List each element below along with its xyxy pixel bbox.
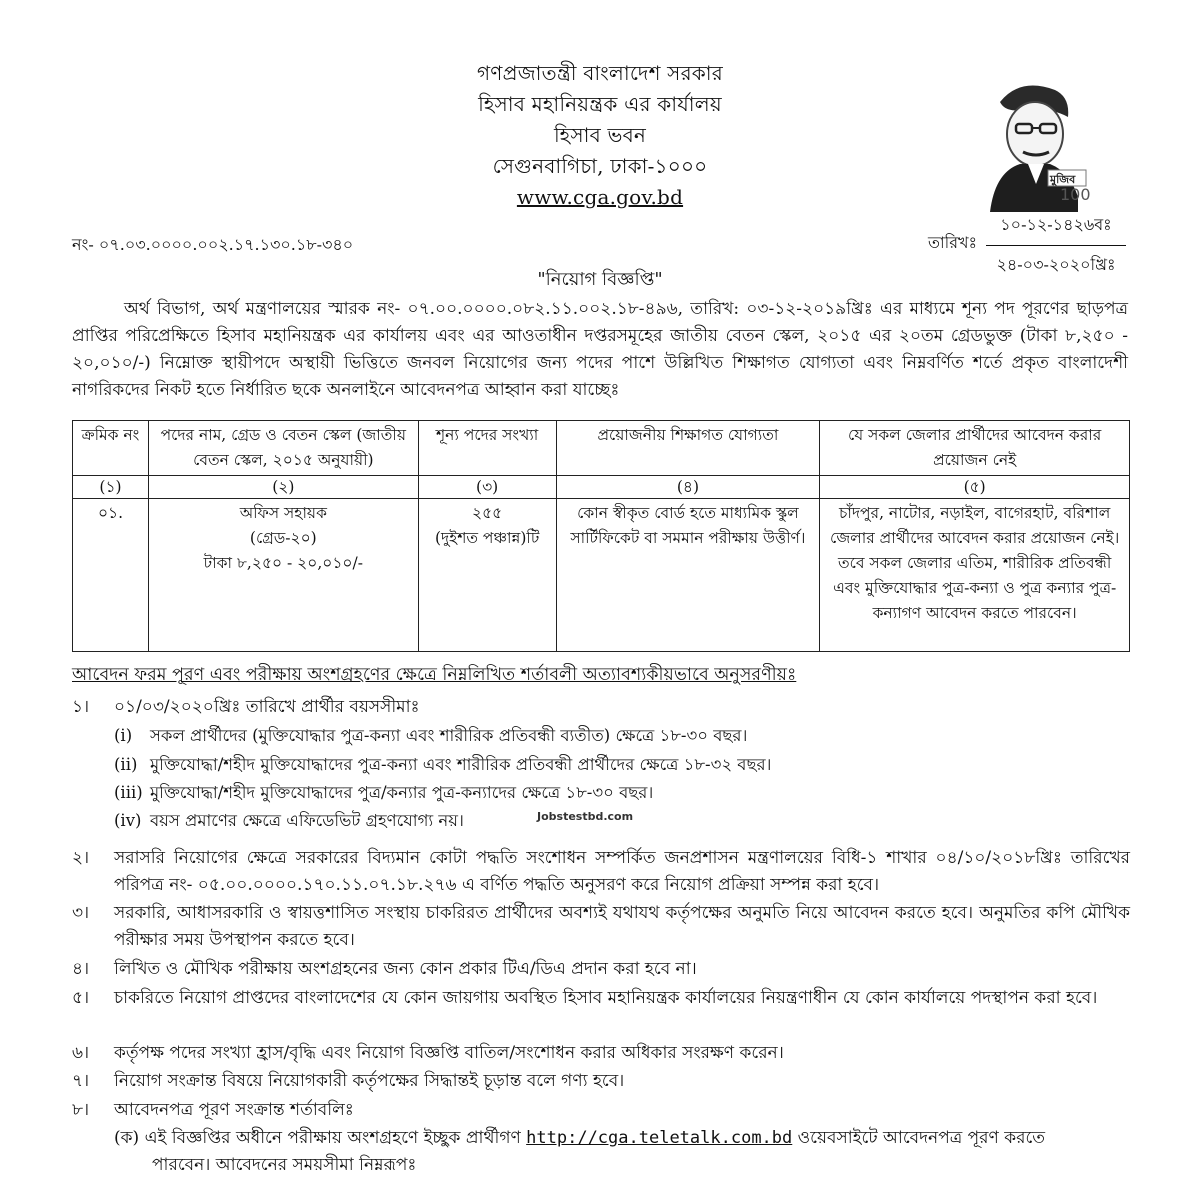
post-scale: টাকা ৮,২৫০ - ২০,০১০/- [203, 554, 363, 572]
age-limit-item: (iii) মুক্তিযোদ্ধা/শহীদ মুক্তিযোদ্ধাদের পুত্র/কন্যার পুত্র-কন্যাদের ক্ষেত্রে ১৮-৩০ বছর। [114, 783, 654, 802]
condition-7-text: নিয়োগ সংক্রান্ত বিষয়ে নিয়োগকারী কর্তৃপক্ষের সিদ্ধান্তই চূড়ান্ত বলে গণ্য হবে। [114, 1071, 625, 1091]
age-limit-item: (iv) বয়স প্রমাণের ক্ষেত্রে এফিডেভিট গ্রহণযোগ্য নয়। [114, 811, 464, 830]
logo-mujib-text: মুজিব [1050, 173, 1076, 186]
col-header-post: পদের নাম, গ্রেড ও বেতন স্কেল (জাতীয় বেতন স্কেল, ২০১৫ অনুযায়ী) [148, 421, 418, 476]
age-limit-item: (ii) মুক্তিযোদ্ধা/শহীদ মুক্তিযোদ্ধাদের পুত্র-কন্যা এবং শারীরিক প্রতিবন্ধী প্রার্থীদের ক্ষেত্রে ১৮-৩২ বছর। [114, 755, 772, 774]
col-header-qualification: প্রয়োজনীয় শিক্ষাগত যোগ্যতা [556, 421, 820, 476]
condition-number: ১। [72, 697, 90, 717]
col-header-serial: ক্রমিক নং [73, 421, 149, 476]
condition-8-text: আবেদনপত্র পূরণ সংক্রান্ত শর্তাবলিঃ [114, 1100, 354, 1120]
post-grade: (গ্রেড-২০) [249, 529, 317, 547]
condition-4-number: ৪। [72, 959, 90, 979]
sub-k-label: (ক) [114, 1128, 140, 1148]
condition-6-text: কর্তৃপক্ষ পদের সংখ্যা হ্রাস/বৃদ্ধি এবং নিয়োগ বিজ্ঞপ্তি বাতিল/সংশোধন করার অধিকার সংরক্ষণ করেন। [114, 1043, 784, 1063]
condition-7-number: ৭। [72, 1071, 90, 1091]
condition-8-sub-k-continued: পারবেন। আবেদনের সময়সীমা নিম্নরূপঃ [152, 1155, 417, 1175]
conditions-heading: আবেদন ফরম পূরণ এবং পরীক্ষায় অংশগ্রহণের ক্ষেত্রে নিম্নলিখিত শর্তাবলী অত্যাবশ্যকীয়ভাবে অনুসরণীয়ঃ [72, 665, 797, 685]
teletalk-link[interactable]: http://cga.teletalk.com.bd [526, 1128, 793, 1148]
col-header-vacancy: শূন্য পদের সংখ্যা [418, 421, 556, 476]
memo-number: নং- ০৭.০৩.০০০০.০০২.১৭.১৩০.১৮-৩৪০ [72, 235, 354, 254]
condition-6-number: ৬। [72, 1043, 90, 1063]
watermark-text: Jobstestbd.com [537, 810, 634, 823]
table-column-number-row [73, 476, 1130, 499]
header-building: হিসাব ভবন [553, 123, 647, 147]
col-number: (৫) [820, 476, 1130, 499]
col-number: (৩) [418, 476, 556, 499]
intro-paragraph: অর্থ বিভাগ, অর্থ মন্ত্রণালয়ের স্মারক নং- ০৭.০০.০০০০.০৮২.১১.০০২.১৮-৪৯৬, তারিখ: ০৩-১২-২০১৯খ্রিঃ এর মাধ্যমে শূন্য পদ পূরণের ছাড়পত্র প্রাপ্তির পরিপ্রেক্ষিতে হিসাব মহানিয়ন্ত্রক এর কার্যালয় এবং এর আওতাধীন দপ্তরসমূহের জাতীয় বেতন স্কেল, ২০১৫ এর ২০তম গ্রেডভুক্ত (টাকা ৮,২৫০ - ২০,০১০/-) নিম্নোক্ত স্থায়ীপদে অস্থায়ী ভিত্তিতে জনবল নিয়োগের জন্য পদের পাশে উল্লিখিত শিক্ষাগত যোগ্যতা এবং নিম্নবর্ণিত শর্তে প্রকৃত বাংলাদেশী নাগরিকদের নিকট হতে নির্ধারিত ছকে অনলাইনে আবেদনপত্র আহ্বান করা যাচ্ছেঃ [72, 299, 1128, 400]
col-number: (৪) [556, 476, 820, 499]
condition-4-text: লিখিত ও মৌখিক পরীক্ষায় অংশগ্রহনের জন্য কোন প্রকার টিএ/ডিএ প্রদান করা হবে না। [114, 959, 697, 979]
condition-5-number: ৫। [72, 988, 90, 1008]
condition-2-text: সরাসরি নিয়োগের ক্ষেত্রে সরকারের বিদ্যমান কোটা পদ্ধতি সংশোধন সম্পর্কিত জনপ্রশাসন মন্ত্রণালয়ের বিধি-১ শাখার ০৪/১০/২০১৮খ্রিঃ তারিখের পরিপত্র নং- ০৫.০০.০০০০.১৭০.১১.০৭.১৮.২৭৬ এ বর্ণিত পদ্ধতি অনুসরণ করে নিয়োগ প্রক্রিয়া সম্পন্ন করা হবে। [114, 848, 1130, 895]
sub-k-text: এই বিজ্ঞপ্তির অধীনে পরীক্ষায় অংশগ্রহণে ইচ্ছুক প্রার্থীগণ [144, 1128, 521, 1148]
col-number: (২) [148, 476, 418, 499]
sub-k-text-after: ওয়েবসাইটে আবেদনপত্র পূরণ করতে [797, 1128, 1046, 1148]
post-name: অফিস সহায়ক [239, 504, 327, 522]
header-office: হিসাব মহানিয়ন্ত্রক এর কার্যালয় [478, 92, 722, 116]
cell-qualification: কোন স্বীকৃত বোর্ড হতে মাধ্যমিক স্কুল সার্টিফিকেট বা সমমান পরীক্ষায় উত্তীর্ণ। [556, 499, 820, 652]
header-government: গণপ্রজাতন্ত্রী বাংলাদেশ সরকার [477, 61, 723, 85]
header-address: সেগুনবাগিচা, ঢাকা-১০০০ [492, 154, 708, 178]
condition-8-sub-k [114, 1125, 1045, 1152]
header-website-link[interactable]: www.cga.gov.bd [516, 185, 684, 209]
vacancy-table [72, 420, 1130, 652]
table-row [73, 499, 1130, 652]
table-header-row [73, 421, 1130, 476]
col-number: (১) [73, 476, 149, 499]
vacancy-count: ২৫৫ [472, 504, 503, 522]
date-english: ২৪-০৩-২০২০খ্রিঃ [996, 255, 1116, 274]
cell-serial: ০১. [73, 499, 149, 652]
date-label: তারিখঃ [928, 233, 978, 252]
condition-5-text: চাকরিতে নিয়োগ প্রাপ্তদের বাংলাদেশের যে কোন জায়গায় অবস্থিত হিসাব মহানিয়ন্ত্রক কার্যালয়ের নিয়ন্ত্রণাধীন যে কোন কার্যালয়ে পদস্থাপন করা হবে। [114, 988, 1098, 1008]
age-limit-item: (i) সকল প্রার্থীদের (মুক্তিযোদ্ধার পুত্র-কন্যা এবং শারীরিক প্রতিবন্ধী ব্যতীত) ক্ষেত্রে ১৮-৩০ বছর। [114, 726, 748, 745]
condition-2-number: ২। [72, 848, 90, 868]
condition-3-text: সরকারি, আধাসরকারি ও স্বায়ত্তশাসিত সংস্থায় চাকরিরত প্রার্থীদের অবশ্যই যথাযথ কর্তৃপক্ষের অনুমতি নিয়ে আবেদন করতে হবে। অনুমতির কপি মৌখিক পরীক্ষার সময় উপস্থাপন করতে হবে। [114, 903, 1130, 950]
vacancy-words: (দুইশত পঞ্চান্ন)টি [434, 529, 540, 547]
date-bangla: ১০-১২-১৪২৬বঃ [986, 212, 1126, 246]
cell-vacancy [418, 499, 556, 652]
condition-text: ০১/০৩/২০২০খ্রিঃ তারিখে প্রার্থীর বয়সসীমাঃ [114, 697, 420, 717]
logo-text: মুজিব শতবর্ষ 100 [960, 72, 968, 73]
mujib-centenary-logo [960, 72, 1110, 212]
cell-districts: চাঁদপুর, নাটোর, নড়াইল, বাগেরহাট, বরিশাল জেলার প্রার্থীদের আবেদন করার প্রয়োজন নেই। তবে সকল জেলার এতিম, শারীরিক প্রতিবন্ধী এবং মুক্তিযোদ্ধার পুত্র-কন্যা ও পুত্র কন্যার পুত্র-কন্যাগণ আবেদন করতে পারবেন। [820, 499, 1130, 652]
col-header-districts: যে সকল জেলার প্রার্থীদের আবেদন করার প্রয়োজন নেই [820, 421, 1130, 476]
condition-8-number: ৮। [72, 1100, 90, 1120]
logo-100-text: 100 [1060, 185, 1091, 204]
cell-post [148, 499, 418, 652]
notice-title: "নিয়োগ বিজ্ঞপ্তি" [537, 269, 663, 290]
condition-3-number: ৩। [72, 903, 90, 923]
